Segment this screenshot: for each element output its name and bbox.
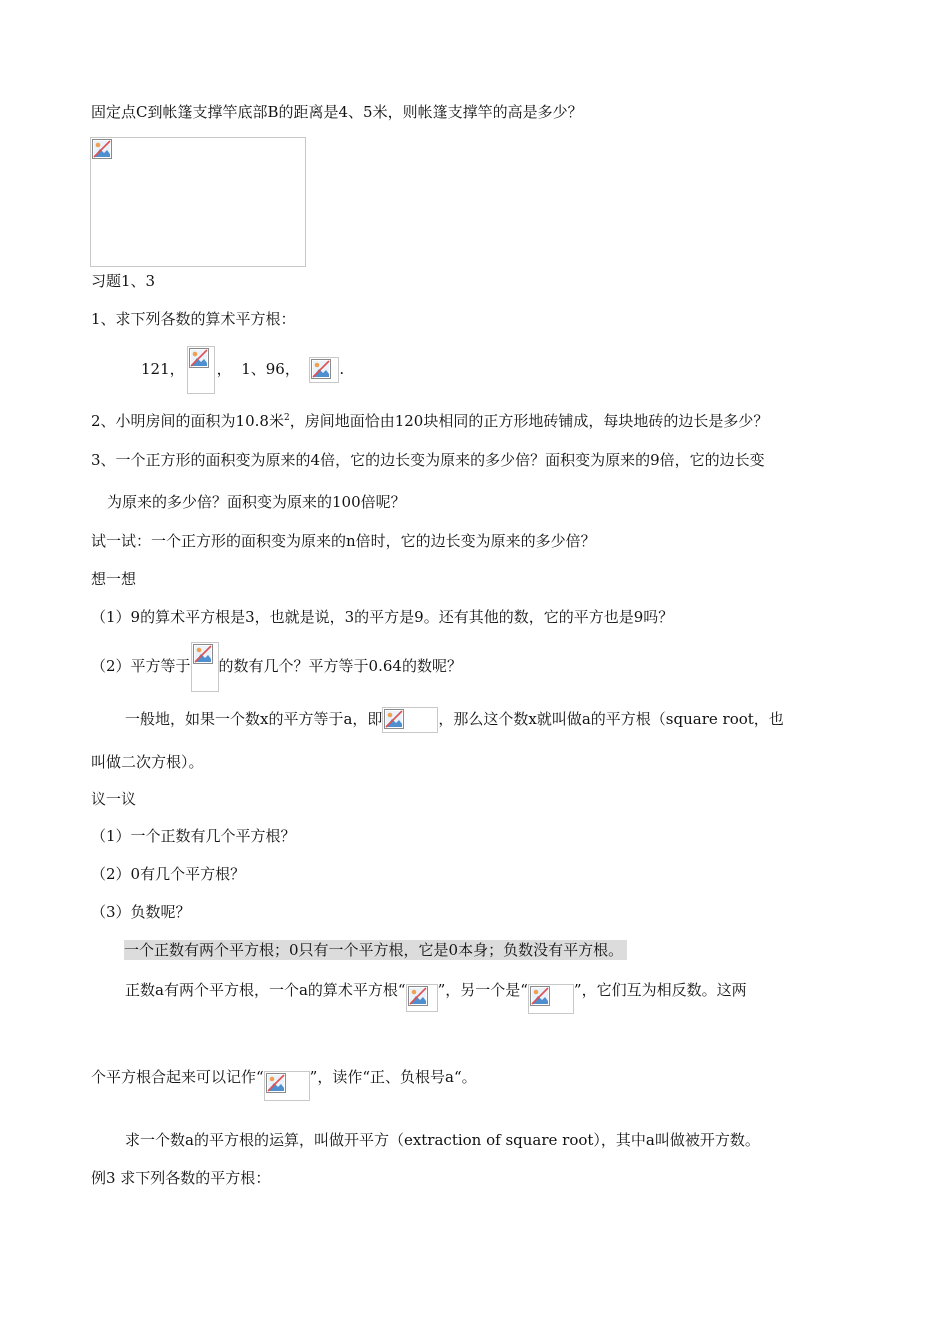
discuss-p3: （3）负数呢？: [91, 903, 191, 921]
exercise-q2: [91, 411, 768, 431]
think-p2-text-a: （2）平方等于: [91, 657, 191, 675]
think-title: 想一想: [91, 570, 137, 588]
positive-line2: [91, 1067, 477, 1101]
intro-question: 固定点C到帐篷支撑竿底部B的距离是4、5米，则帐篷支撑竿的高是多少？: [91, 103, 583, 121]
exercise-q3-line2: 为原来的多少倍？面积变为原来的100倍呢？: [107, 493, 406, 511]
q1-number-121: 121，: [141, 360, 185, 378]
q2-text-b: ，房间地面恰由120块相同的正方形地砖铺成，每块地砖的边长是多少？: [289, 412, 769, 430]
conclusion-highlight: 一个正数有两个平方根；0只有一个平方根，它是0本身；负数没有平方根。: [124, 940, 627, 960]
broken-image-icon: [193, 644, 213, 664]
positive-text-c: ”，它们互为相反数。这两: [573, 981, 747, 999]
extraction-definition: 求一个数a的平方根的运算，叫做开平方（extraction of square root），其中a叫做被开方数。: [125, 1131, 760, 1149]
figure-image: [90, 137, 306, 267]
think-p2: [91, 641, 462, 692]
definition-line1: [125, 706, 784, 733]
broken-image-icon: [92, 139, 112, 159]
definition-text-b: ，那么这个数x就叫做a的平方根（square root，也: [438, 710, 784, 728]
positive-formula-image-3: [264, 1071, 310, 1101]
exercise-title: 习题1、3: [91, 272, 156, 290]
broken-image-icon: [266, 1073, 286, 1093]
think-p1: （1）9的算术平方根是3，也就是说，3的平方是9。还有其他的数，它的平方也是9吗？: [91, 608, 674, 626]
broken-image-icon: [530, 986, 550, 1006]
broken-image-icon: [384, 709, 404, 729]
think-p2-text-b: 的数有几个？平方等于0.64的数呢？: [218, 657, 462, 675]
exercise-q1-numbers: [141, 345, 344, 394]
positive-line2-text-b: ”，读作“正、负根号a“。: [309, 1068, 477, 1086]
q2-superscript: 2: [283, 413, 290, 423]
definition-text-a: 一般地，如果一个数x的平方等于a，即: [125, 710, 383, 728]
q1-number-196: 1、96，: [241, 360, 300, 378]
positive-formula-image-1: [406, 984, 438, 1012]
discuss-title: 议一议: [91, 790, 137, 808]
q1-separator: ，: [216, 360, 232, 378]
q1-period: .: [339, 360, 345, 378]
broken-image-icon: [311, 359, 331, 379]
positive-line2-text-a: 个平方根合起来可以记作“: [91, 1068, 264, 1086]
broken-image-icon: [408, 986, 428, 1006]
example3-title: 例3 求下列各数的平方根：: [91, 1169, 271, 1187]
try-it: 试一试：一个正方形的面积变为原来的n倍时，它的边长变为原来的多少倍？: [91, 532, 596, 550]
exercise-q1: 1、求下列各数的算术平方根：: [91, 310, 296, 328]
positive-text-a: 正数a有两个平方根，一个a的算术平方根“: [125, 981, 406, 999]
q1-formula-image-1: [187, 346, 215, 394]
definition-line2: 叫做二次方根）。: [91, 753, 204, 771]
exercise-q3-line1: 3、一个正方形的面积变为原来的4倍，它的边长变为原来的多少倍？面积变为原来的9倍，它的边长变: [91, 451, 765, 469]
discuss-p2: （2）0有几个平方根？: [91, 865, 246, 883]
positive-formula-image-2: [528, 984, 574, 1014]
think-p2-formula-image: [191, 642, 219, 692]
q2-text-a: 2、小明房间的面积为10.8米: [91, 412, 284, 430]
definition-formula-image: [382, 707, 438, 733]
q1-formula-image-2: [309, 357, 339, 383]
positive-line1: [125, 980, 747, 1014]
discuss-p1: （1）一个正数有几个平方根？: [91, 827, 296, 845]
broken-image-icon: [189, 348, 209, 368]
positive-text-b: ”，另一个是“: [437, 981, 528, 999]
